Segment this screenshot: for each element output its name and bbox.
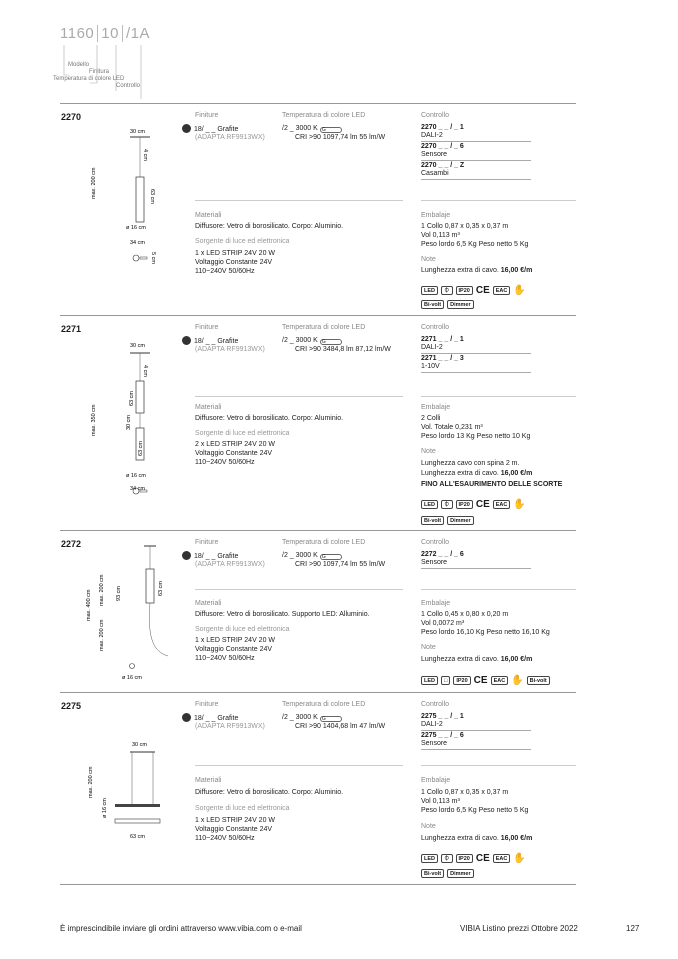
divider <box>421 200 576 201</box>
base-icon <box>130 486 160 500</box>
control-item: 2275 _ _ / _ 1 DALI-2 <box>421 712 531 731</box>
temperature-spec: CRI >90 1097,74 lm 55 lm/W <box>295 134 386 141</box>
control-item: 2275 _ _ / _ 6 Sensore <box>421 731 531 750</box>
svg-text:34 cm: 34 cm <box>130 486 145 492</box>
materiali-header: Materiali <box>195 404 222 411</box>
sorgente-header: Sorgente di luce ed elettronica <box>195 430 290 437</box>
finiture-header: Finiture <box>195 701 219 708</box>
finish-reference: (ADAPTA RF9913WX) <box>195 561 265 568</box>
dimmer-badge: Dimmer <box>447 516 473 525</box>
product-section-2275 <box>60 692 576 885</box>
touch-icon: ✋ <box>513 285 526 297</box>
svg-text:ø 16 cm: ø 16 cm <box>122 675 142 681</box>
note-header: Note <box>421 644 436 651</box>
ce-icon: CE <box>475 499 490 511</box>
temperature-spec: CRI >90 1404,68 lm 47 lm/W <box>295 723 386 730</box>
finish-reference: (ADAPTA RF9913WX) <box>195 723 265 730</box>
finiture-header: Finiture <box>195 112 219 119</box>
packaging-line: Vol 0,113 m³ <box>421 798 460 805</box>
materials-text: Diffusore: Vetro di borosilicato. Corpo: Aluminio. <box>195 415 344 422</box>
ip20-badge: IP20 <box>456 500 473 509</box>
materials-text: Diffusore: Vetro di borosilicato. Supporto LED: Alluminio. <box>195 611 370 618</box>
divider <box>421 396 576 397</box>
dim-top: 30 cm <box>130 129 145 135</box>
source-line: 2 x LED STRIP 24V 20 W <box>195 441 276 448</box>
note-text: Lunghezza extra di cavo. 16,00 €/m <box>421 267 533 274</box>
packaging-line: Peso lordo 6,5 Kg Peso netto 5 Kg <box>421 807 529 814</box>
touch-icon: ✋ <box>513 499 526 511</box>
graphite-swatch-icon <box>182 713 191 722</box>
led-strip-icon: G <box>320 554 342 560</box>
dimmer-badge: Dimmer <box>447 300 473 309</box>
legend <box>53 25 150 90</box>
svg-text:30 cm: 30 cm <box>126 415 132 430</box>
legend-code-model: 1160 <box>60 25 98 42</box>
temperatura-header: Temperatura di colore LED <box>282 539 366 546</box>
temperature-option: /2 _ 3000 K G <box>282 336 342 345</box>
control-list <box>421 123 531 180</box>
note-text: Lunghezza extra di cavo. 16,00 €/m <box>421 470 533 477</box>
control-item: 2270 _ _ / _ Z Casambi <box>421 161 531 180</box>
control-list <box>421 712 531 750</box>
note-header: Note <box>421 256 436 263</box>
svg-text:63 cm: 63 cm <box>129 391 135 406</box>
control-item: 2270 _ _ / _ 6 Sensore <box>421 142 531 161</box>
svg-text:ø 16 cm: ø 16 cm <box>126 225 146 231</box>
graphite-swatch-icon <box>182 124 191 133</box>
source-line: Voltaggio Constante 24V <box>195 826 273 833</box>
source-line: 1 x LED STRIP 24V 20 W <box>195 250 276 257</box>
svg-text:63 cm: 63 cm <box>158 581 164 596</box>
control-item: 2270 _ _ / _ 1 DALI-2 <box>421 123 531 142</box>
control-list <box>421 335 531 373</box>
source-line: Voltaggio Constante 24V <box>195 259 273 266</box>
source-line: Voltaggio Constante 24V <box>195 450 273 457</box>
packaging-line: 1 Collo 0,87 x 0,35 x 0,37 m <box>421 223 509 230</box>
source-line: 110~240V 50/60Hz <box>195 459 255 466</box>
sorgente-header: Sorgente di luce ed elettronica <box>195 805 290 812</box>
controllo-header: Controllo <box>421 701 450 708</box>
product-drawing <box>80 738 180 848</box>
legend-code <box>60 25 150 42</box>
product-section-2271 <box>60 315 576 530</box>
product-drawing <box>80 331 170 496</box>
temperature-spec: CRI >90 3484,8 lm 87,12 lm/W <box>295 346 391 353</box>
ce-icon: CE <box>473 675 488 687</box>
controllo-header: Controllo <box>421 324 450 331</box>
note-header: Note <box>421 823 436 830</box>
svg-text:ø 16 cm: ø 16 cm <box>102 798 108 818</box>
feature-badges <box>421 512 477 530</box>
product-section-2272 <box>60 530 576 692</box>
bivolt-badge: Bi-volt <box>527 676 550 685</box>
svg-text:63 cm: 63 cm <box>130 834 145 840</box>
led-badge: LED <box>421 286 438 295</box>
temperatura-header: Temperatura di colore LED <box>282 324 366 331</box>
temperatura-header: Temperatura di colore LED <box>282 112 366 119</box>
page-number: 127 <box>626 924 640 933</box>
svg-text:ø 16 cm: ø 16 cm <box>126 473 146 479</box>
svg-text:93 cm: 93 cm <box>116 586 122 601</box>
legend-label-finish: Finitura <box>89 69 110 75</box>
control-item: 2272 _ _ / _ 6 Sensore <box>421 550 531 569</box>
finish-reference: (ADAPTA RF9913WX) <box>195 134 265 141</box>
svg-text:4 cm: 4 cm <box>142 365 148 377</box>
product-drawing <box>80 119 170 279</box>
svg-text:max. 350 cm: max. 350 cm <box>91 404 97 436</box>
source-line: 110~240V 50/60Hz <box>195 835 255 842</box>
touch-icon: ✋ <box>511 675 524 687</box>
source-line: Voltaggio Constante 24V <box>195 646 273 653</box>
led-strip-icon: G <box>320 339 342 345</box>
source-line: 1 x LED STRIP 24V 20 W <box>195 817 276 824</box>
materiali-header: Materiali <box>195 212 222 219</box>
divider <box>195 589 403 590</box>
controllo-header: Controllo <box>421 112 450 119</box>
materiali-header: Materiali <box>195 777 222 784</box>
bivolt-badge: Bi-volt <box>421 300 444 309</box>
ce-icon: CE <box>475 285 490 297</box>
divider <box>195 765 403 766</box>
finish-option: 18/ _ _ Grafite <box>182 713 238 723</box>
finish-option: 18/ _ _ Grafite <box>182 551 238 561</box>
legend-label-control: Controllo <box>116 83 141 89</box>
materiali-header: Materiali <box>195 600 222 607</box>
temperatura-header: Temperatura di colore LED <box>282 701 366 708</box>
dimmer-badge: Dimmer <box>447 869 473 878</box>
packaging-line: 1 Collo 0,87 x 0,35 x 0,37 m <box>421 789 509 796</box>
product-code: 2270 <box>61 112 82 122</box>
svg-text:63 cm: 63 cm <box>138 441 144 456</box>
product-code: 2275 <box>61 701 82 711</box>
product-code: 2271 <box>61 324 82 334</box>
ip20-badge: IP20 <box>453 676 470 685</box>
lamp-icon: ⏀ <box>441 286 453 295</box>
graphite-swatch-icon <box>182 336 191 345</box>
legend-code-control: /1A <box>125 25 150 42</box>
led-strip-icon: G <box>320 716 342 722</box>
svg-text:max. 200 cm: max. 200 cm <box>91 167 97 199</box>
embalaje-header: Embalaje <box>421 212 451 219</box>
certification-badges <box>421 672 553 690</box>
control-list <box>421 550 531 569</box>
note-text: Lunghezza extra di cavo. 16,00 €/m <box>421 835 533 842</box>
materials-text: Diffusore: Vetro di borosilicato. Corpo: Aluminio. <box>195 789 344 796</box>
graphite-swatch-icon <box>182 551 191 560</box>
svg-text:max. 200 cm: max. 200 cm <box>88 766 94 798</box>
divider <box>195 200 403 201</box>
embalaje-header: Embalaje <box>421 777 451 784</box>
footer-catalog: VIBIA Listino prezzi Ottobre 2022 <box>460 924 578 933</box>
temperature-spec: CRI >90 1097,74 lm 55 lm/W <box>295 561 386 568</box>
bivolt-badge: Bi-volt <box>421 869 444 878</box>
eac-badge: EAC <box>493 854 511 863</box>
materials-text: Diffusore: Vetro di borosilicato. Corpo: Aluminio. <box>195 223 344 230</box>
svg-text:5 cm: 5 cm <box>150 252 156 264</box>
ip20-badge: IP20 <box>456 286 473 295</box>
svg-text:34 cm: 34 cm <box>130 240 145 246</box>
embalaje-header: Embalaje <box>421 404 451 411</box>
divider <box>421 765 576 766</box>
legend-label-temperature: Temperatura di colore LED <box>53 76 125 82</box>
finiture-header: Finiture <box>195 539 219 546</box>
temperature-option: /2 _ 3000 K G <box>282 551 342 560</box>
lamp-icon: ⏀ <box>441 500 453 509</box>
note-stock-warning: FINO ALL'ESAURIMENTO DELLE SCORTE <box>421 481 563 488</box>
svg-text:4 cm: 4 cm <box>142 149 148 161</box>
product-code: 2272 <box>61 539 82 549</box>
lamp-icon: ⏀ <box>441 854 453 863</box>
divider <box>421 589 576 590</box>
touch-icon: ✋ <box>513 853 526 865</box>
source-line: 110~240V 50/60Hz <box>195 268 255 275</box>
control-item: 2271 _ _ / _ 1 DALI-2 <box>421 335 531 354</box>
feature-badges <box>421 296 477 314</box>
svg-text:30 cm: 30 cm <box>130 343 145 349</box>
packaging-line: Peso lordo 13 Kg Peso netto 10 Kg <box>421 433 531 440</box>
led-strip-icon: G <box>320 127 342 133</box>
ip20-badge: IP20 <box>456 854 473 863</box>
footer-notice: È imprescindibile inviare gli ordini attraverso www.vibia.com o e-mail <box>60 924 302 933</box>
finish-option: 18/ _ _ Grafite <box>182 124 238 134</box>
class-icon: □ <box>441 676 450 685</box>
led-badge: LED <box>421 500 438 509</box>
eac-badge: EAC <box>491 676 509 685</box>
led-badge: LED <box>421 676 438 685</box>
finish-reference: (ADAPTA RF9913WX) <box>195 346 265 353</box>
source-line: 110~240V 50/60Hz <box>195 655 255 662</box>
bivolt-badge: Bi-volt <box>421 516 444 525</box>
packaging-line: Peso lordo 6,5 Kg Peso netto 5 Kg <box>421 241 529 248</box>
packaging-line: Vol 0,0072 m³ <box>421 620 465 627</box>
packaging-line: Vol 0,113 m³ <box>421 232 460 239</box>
svg-text:63 cm: 63 cm <box>149 189 155 204</box>
feature-badges <box>421 865 477 883</box>
legend-label-model: Modello <box>68 62 90 68</box>
svg-text:max. 200 cm: max. 200 cm <box>99 619 105 651</box>
source-line: 1 x LED STRIP 24V 20 W <box>195 637 276 644</box>
product-section-2270 <box>60 103 576 315</box>
finish-option: 18/ _ _ Grafite <box>182 336 238 346</box>
sorgente-header: Sorgente di luce ed elettronica <box>195 626 290 633</box>
svg-text:max. 200 cm: max. 200 cm <box>99 574 105 606</box>
divider <box>195 396 403 397</box>
packaging-line: 1 Collo 0,45 x 0,80 x 0,20 m <box>421 611 509 618</box>
packaging-line: 2 Colli <box>421 415 441 422</box>
svg-text:30 cm: 30 cm <box>132 742 147 748</box>
eac-badge: EAC <box>493 286 511 295</box>
finiture-header: Finiture <box>195 324 219 331</box>
temperature-option: /2 _ 3000 K G <box>282 124 342 133</box>
product-drawing <box>80 541 180 691</box>
led-badge: LED <box>421 854 438 863</box>
packaging-line: Vol. Totale 0,231 m³ <box>421 424 483 431</box>
eac-badge: EAC <box>493 500 511 509</box>
note-text: Lunghezza extra di cavo. 16,00 €/m <box>421 656 533 663</box>
note-text: Lunghezza cavo con spina 2 m. <box>421 460 520 467</box>
legend-code-finish: 10 <box>101 25 123 42</box>
packaging-line: Peso lordo 16,10 Kg Peso netto 16,10 Kg <box>421 629 550 636</box>
controllo-header: Controllo <box>421 539 450 546</box>
sorgente-header: Sorgente di luce ed elettronica <box>195 238 290 245</box>
ce-icon: CE <box>475 853 490 865</box>
temperature-option: /2 _ 3000 K G <box>282 713 342 722</box>
embalaje-header: Embalaje <box>421 600 451 607</box>
control-item: 2271 _ _ / _ 3 1-10V <box>421 354 531 373</box>
note-header: Note <box>421 448 436 455</box>
svg-text:max. 400 cm: max. 400 cm <box>86 589 92 621</box>
